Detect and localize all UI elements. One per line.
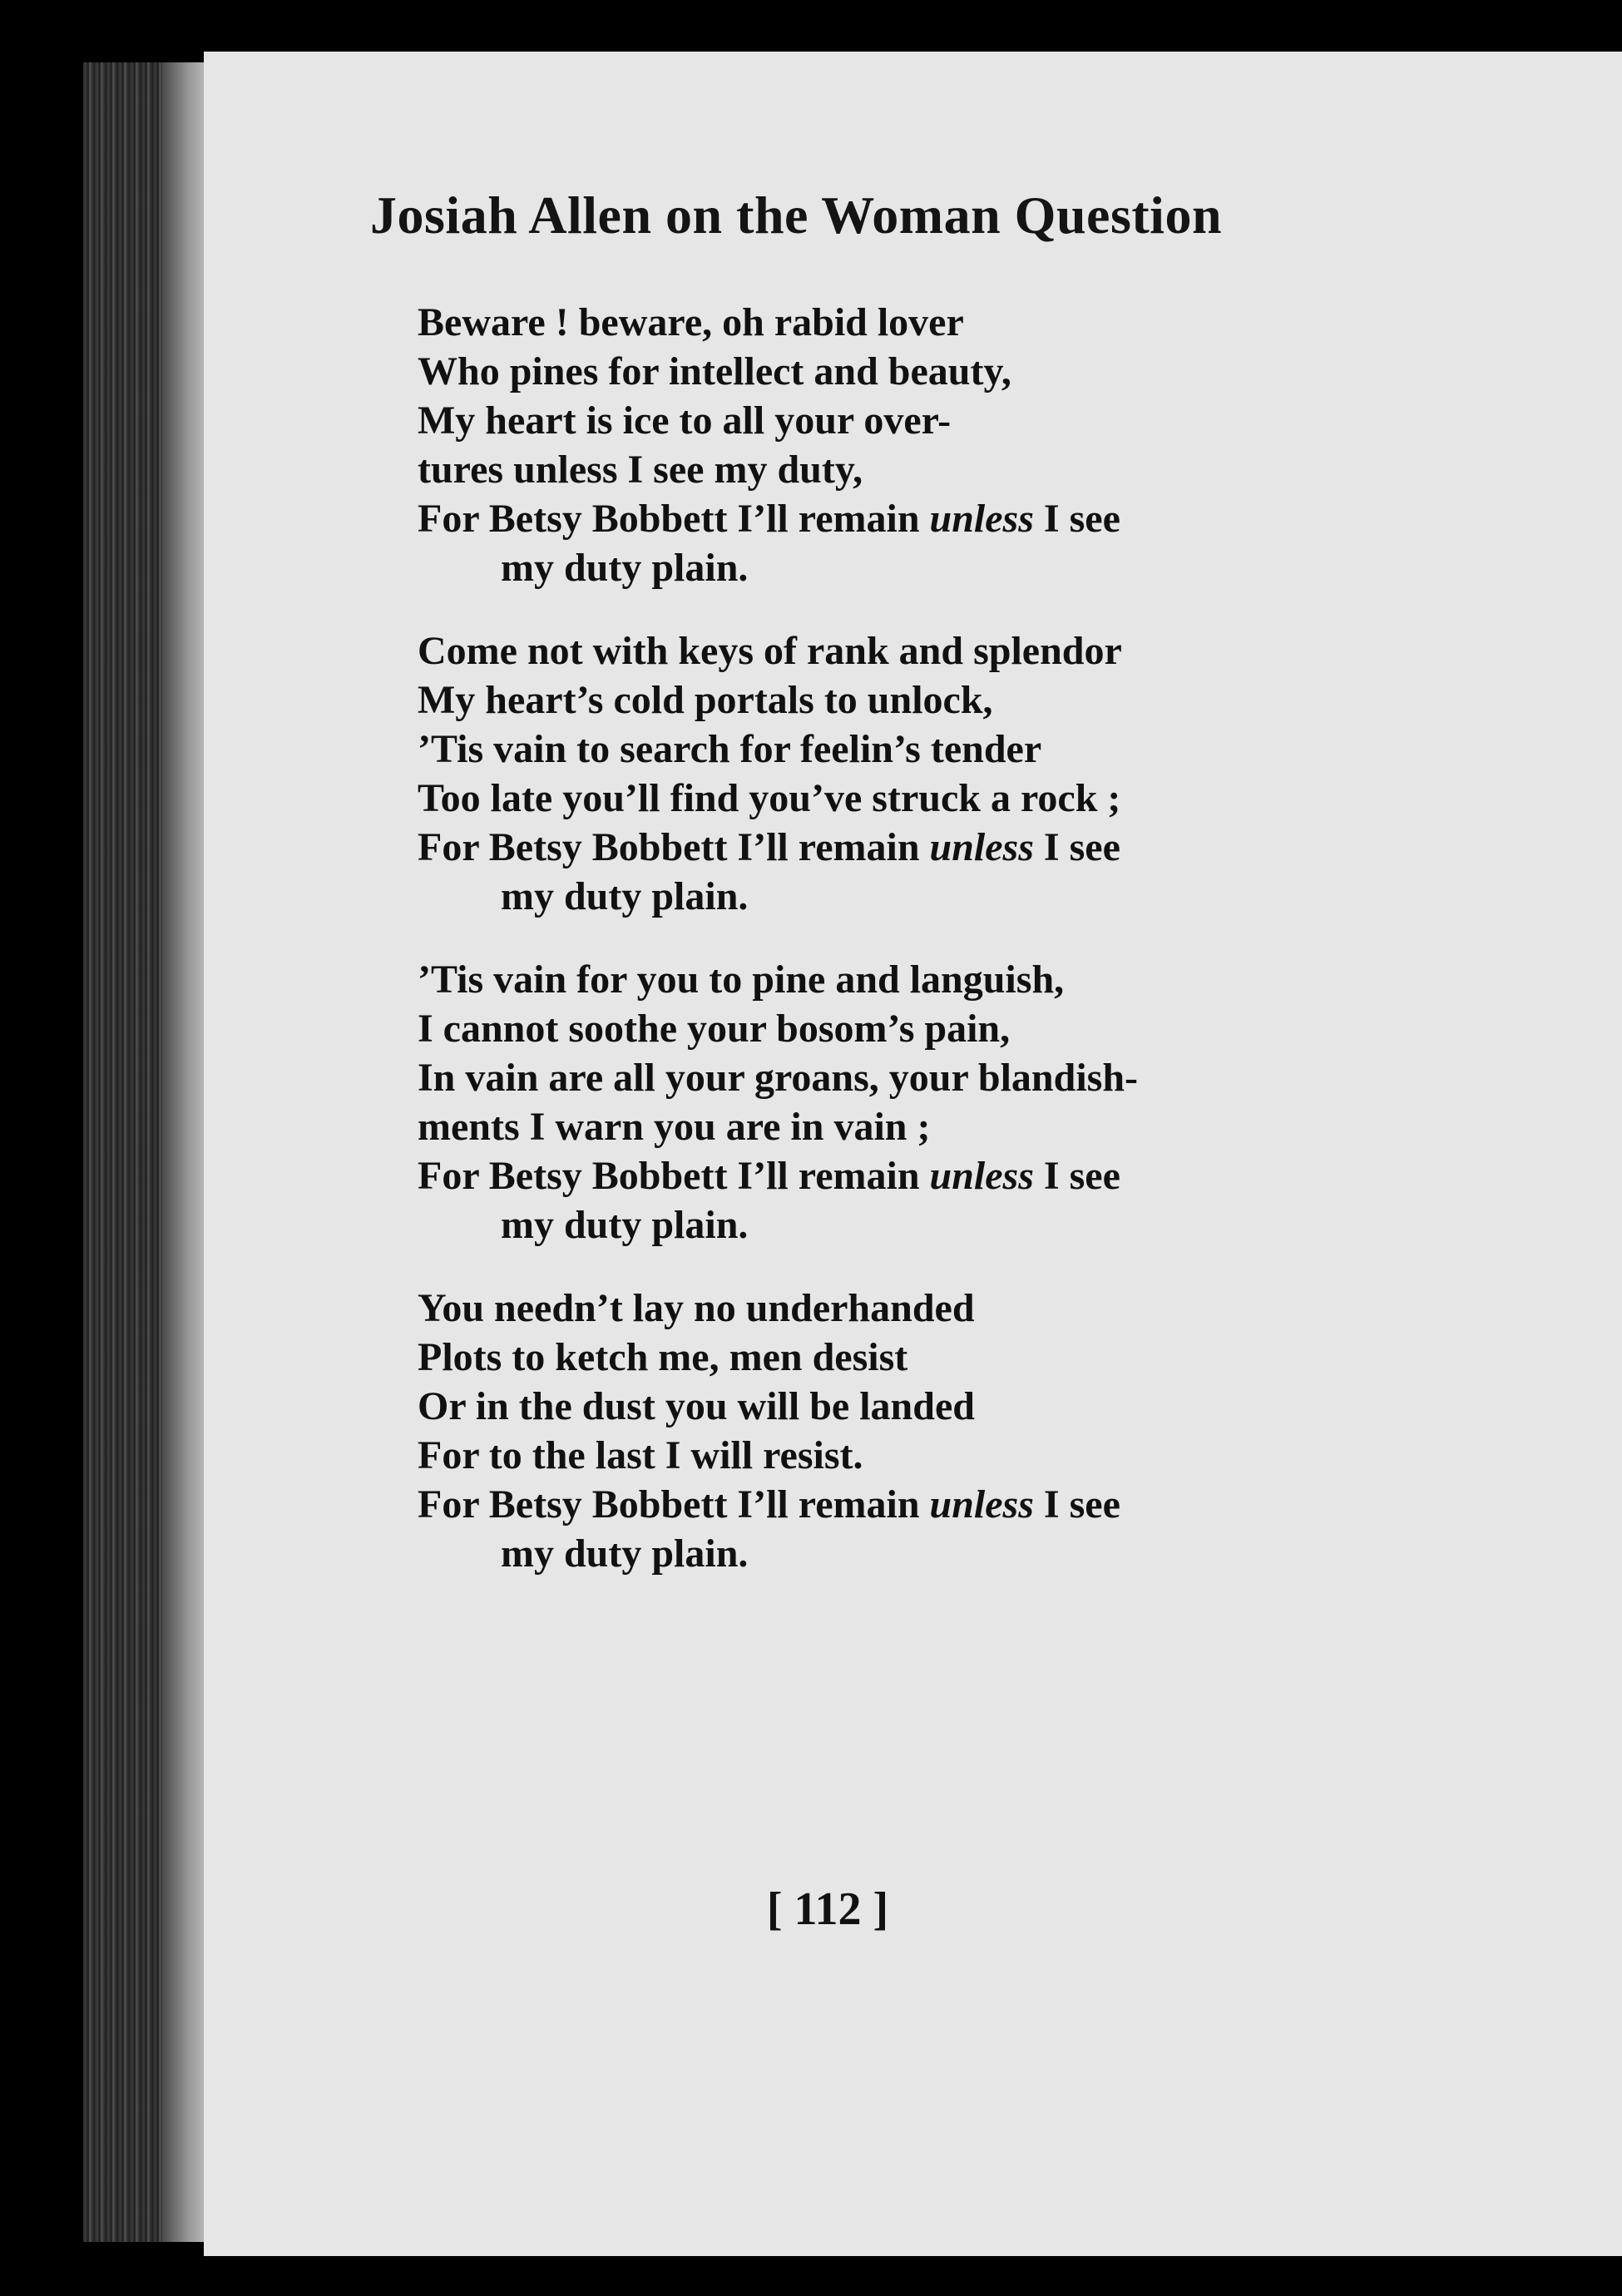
refrain-emphasis: unless: [929, 497, 1034, 541]
poem-line: For to the last I will resist.: [418, 1433, 863, 1477]
poem-line: Too late you’ll find you’ve struck a rock ;: [418, 776, 1121, 820]
poem-line: In vain are all your groans, your blandish-: [418, 1056, 1139, 1100]
refrain-text: For Betsy Bobbett I’ll remain: [418, 497, 930, 541]
refrain-end-line: my duty plain.: [501, 1531, 749, 1576]
refrain-text: I see: [1033, 1154, 1120, 1198]
running-head: Josiah Allen on the Woman Question: [370, 186, 1223, 245]
refrain-text: For Betsy Bobbett I’ll remain: [418, 1482, 930, 1527]
refrain-line: [418, 1480, 1457, 1529]
poem: [418, 298, 1457, 1612]
stanza-4: [418, 1284, 1457, 1578]
refrain-line: [418, 823, 1457, 872]
poem-line: ’Tis vain for you to pine and languish,: [418, 957, 1065, 1002]
refrain-end-line: my duty plain.: [501, 1203, 749, 1247]
poem-line: Come not with keys of rank and splendor: [418, 629, 1122, 673]
refrain-text: I see: [1033, 1482, 1120, 1527]
refrain-emphasis: unless: [929, 1482, 1034, 1527]
poem-line: My heart is ice to all your over-: [418, 398, 952, 443]
refrain-text: I see: [1033, 497, 1120, 541]
poem-line: Who pines for intellect and beauty,: [418, 349, 1011, 393]
refrain-line: [418, 1151, 1457, 1200]
refrain-text: I see: [1033, 825, 1120, 869]
refrain-emphasis: unless: [929, 1154, 1034, 1198]
poem-line: Plots to ketch me, men desist: [418, 1335, 908, 1379]
poem-line: Or in the dust you will be landed: [418, 1384, 975, 1428]
refrain-end-line: my duty plain.: [501, 546, 749, 590]
stanza-1: [418, 298, 1457, 592]
poem-line: You needn’t lay no underhanded: [418, 1286, 975, 1330]
stanza-3: [418, 955, 1457, 1249]
refrain-line: [418, 494, 1457, 543]
book-page-edges: [83, 62, 208, 2242]
poem-line: ments I warn you are in vain ;: [418, 1105, 931, 1149]
refrain-text: For Betsy Bobbett I’ll remain: [418, 1154, 930, 1198]
poem-line: I cannot soothe your bosom’s pain,: [418, 1007, 1011, 1051]
poem-line: My heart’s cold portals to unlock,: [418, 678, 993, 722]
poem-line: ’Tis vain to search for feelin’s tender: [418, 727, 1042, 771]
poem-line: Beware ! beware, oh rabid lover: [418, 300, 964, 344]
poem-line: tures unless I see my duty,: [418, 448, 863, 492]
refrain-end-line: my duty plain.: [501, 874, 749, 918]
refrain-text: For Betsy Bobbett I’ll remain: [418, 825, 930, 869]
stanza-2: [418, 626, 1457, 921]
page-number: [ 112 ]: [766, 1883, 889, 1935]
refrain-emphasis: unless: [929, 825, 1034, 869]
